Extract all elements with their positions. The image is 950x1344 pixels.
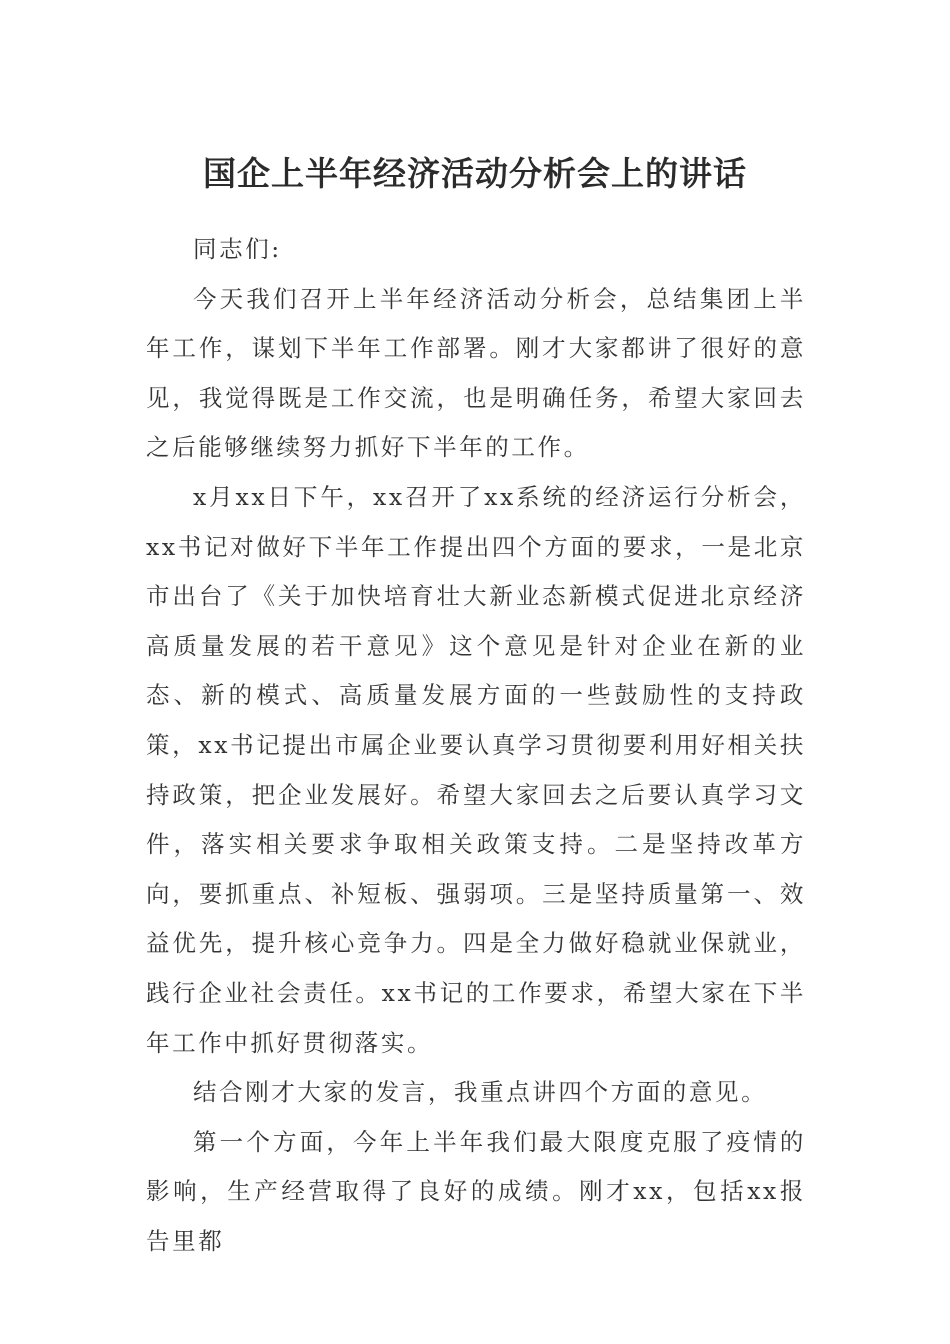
- document-title: 国企上半年经济活动分析会上的讲话: [203, 154, 747, 193]
- salutation-paragraph: 同志们:: [193, 235, 282, 263]
- body-paragraph: x月xx日下午，xx召开了xx系统的经济运行分析会，xx书记对做好下半年工作提出四个方面的要求，一是北京市出台了《关于加快培育壮大新业态新模式促进北京经济高质量发展的若干意见》这个意见是针对企业在新的业态、新的模式、高质量发展方面的一些鼓励性的支持政策，xx书记提出市属企业要认真学习贯彻要利用好相关扶持政策，把企业发展好。希望大家回去之后要认真学习文件，落实相关要求争取相关政策支持。二是坚持改革方向，要抓重点、补短板、强弱项。三是坚持质量第一、效益优先，提升核心竞争力。四是全力做好稳就业保就业，践行企业社会责任。xx书记的工作要求，希望大家在下半年工作中抓好贯彻落实。: [146, 482, 806, 1057]
- body-paragraph: 结合刚才大家的发言，我重点讲四个方面的意见。: [193, 1078, 768, 1107]
- body-paragraph: 第一个方面，今年上半年我们最大限度克服了疫情的影响，生产经营取得了良好的成绩。刚才xx，包括xx报告里都: [146, 1127, 806, 1255]
- document-body: [146, 225, 806, 1266]
- body-paragraph: 今天我们召开上半年经济活动分析会，总结集团上半年工作，谋划下半年工作部署。刚才大家都讲了很好的意见，我觉得既是工作交流，也是明确任务，希望大家回去之后能够继续努力抓好下半年的工作。: [146, 284, 806, 462]
